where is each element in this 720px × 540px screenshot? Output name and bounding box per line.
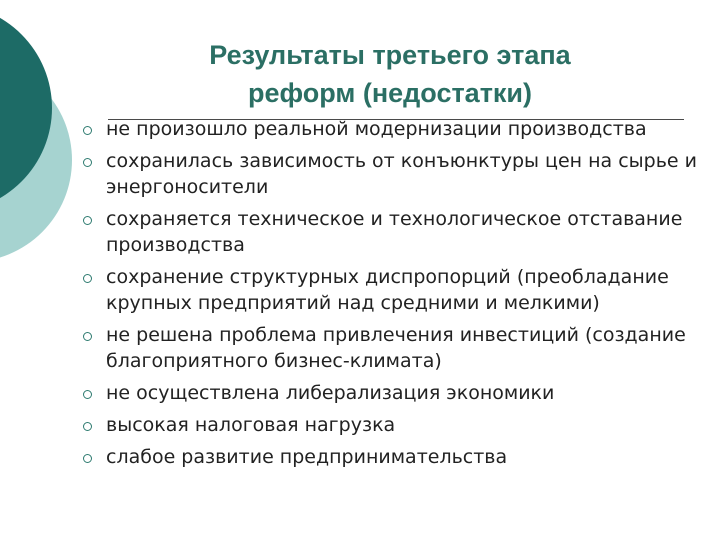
list-item — [0, 380, 720, 406]
hollow-circle-icon — [83, 216, 92, 225]
list-item — [0, 264, 720, 316]
list-item-text: сохранилась зависимость от конъюнктуры цен на сырье и энергоносители — [106, 150, 698, 198]
bullet-list — [0, 116, 720, 476]
list-item-text: не произошло реальной модернизации производства — [106, 118, 647, 140]
list-item — [0, 412, 720, 438]
hollow-circle-icon — [83, 158, 92, 167]
hollow-circle-icon — [83, 390, 92, 399]
list-item — [0, 444, 720, 470]
list-item — [0, 322, 720, 374]
list-item-text: не осуществлена либерализация экономики — [106, 382, 555, 404]
list-item-text: сохраняется техническое и технологическое отставание производства — [106, 208, 683, 256]
list-item-text: высокая налоговая нагрузка — [106, 414, 396, 436]
hollow-circle-icon — [83, 274, 92, 283]
slide-title — [160, 36, 620, 112]
hollow-circle-icon — [83, 126, 92, 135]
hollow-circle-icon — [83, 332, 92, 341]
hollow-circle-icon — [83, 422, 92, 431]
title-line-2: реформ (недостатки) — [247, 78, 533, 108]
list-item-text: не решена проблема привлечения инвестиций (создание благоприятного бизнес-климата) — [106, 324, 686, 372]
hollow-circle-icon — [83, 454, 92, 463]
list-item — [0, 116, 720, 142]
list-item-text: сохранение структурных диспропорций (преобладание крупных предприятий над средними и мелкими) — [106, 266, 669, 314]
list-item — [0, 148, 720, 200]
list-item — [0, 206, 720, 258]
list-item-text: слабое развитие предпринимательства — [106, 446, 508, 468]
title-line-1: Результаты третьего этапа — [209, 40, 571, 70]
